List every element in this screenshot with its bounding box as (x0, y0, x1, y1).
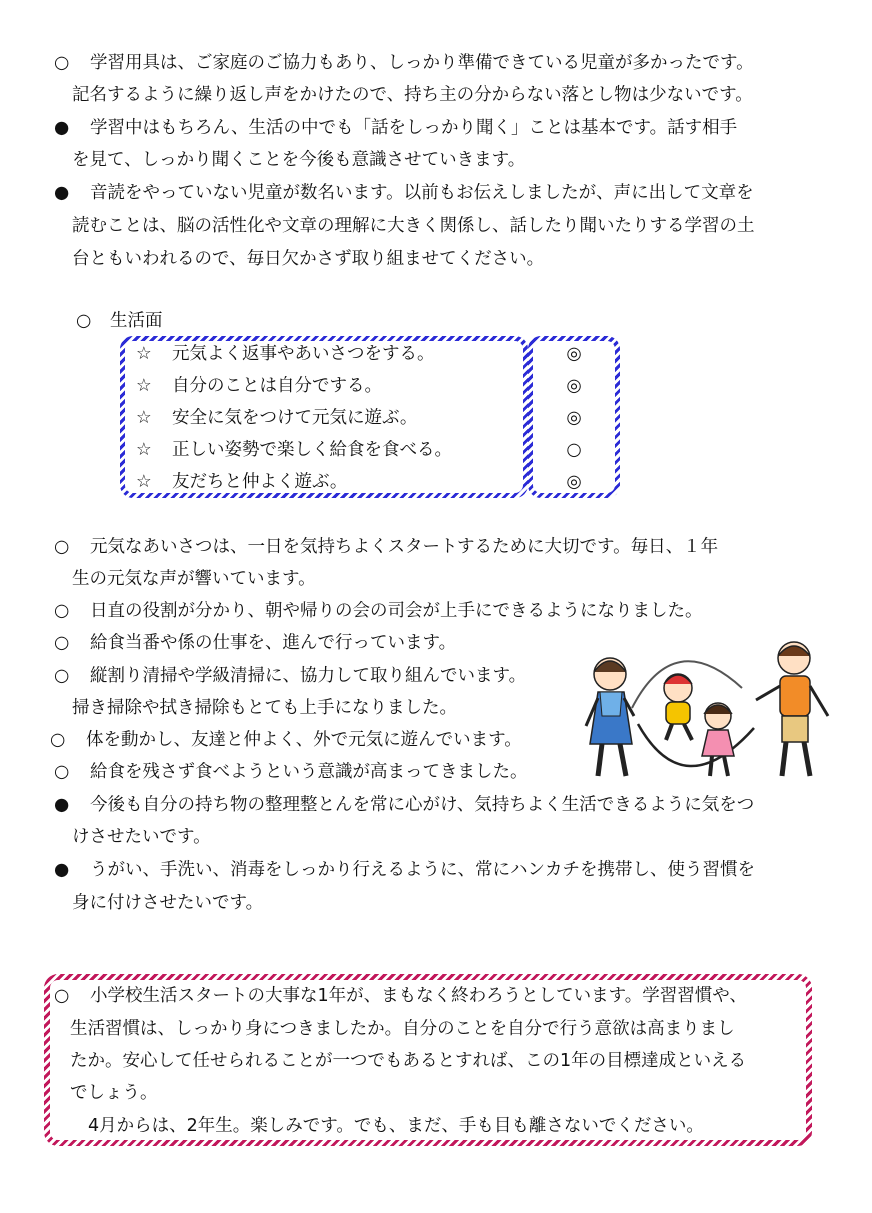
learning-item-1-cont: 記名するように繰り返し声をかけたので、持ち主の分からない落とし物は少ないです。 (72, 85, 753, 105)
life-item-3: ○ 給食当番や係の仕事を、進んで行っています。 (54, 633, 457, 653)
learning-item-2-cont: を見て、しっかり聞くことを今後も意識させていきます。 (72, 150, 526, 170)
goal-rating: ◎ (566, 376, 582, 396)
summary-line-2: 生活習慣は、しっかり身につきましたか。自分のことを自分で行う意欲は高まりまし (70, 1019, 735, 1039)
life-item-7-cont: けさせたいです。 (72, 827, 211, 847)
goal-row: ☆ 自分のことは自分でする。 ◎ (136, 375, 616, 397)
circle-marker: ○ (54, 633, 70, 653)
learning-item-3-cont2: 台ともいわれるので、毎日欠かさず取り組ませてください。 (72, 249, 545, 269)
goal-row: ☆ 友だちと仲よく遊ぶ。 ◎ (136, 471, 616, 493)
summary-line-4: でしょう。 (70, 1083, 158, 1103)
life-item-2: ○ 日直の役割が分かり、朝や帰りの会の司会が上手にできるようになりました。 (54, 601, 703, 621)
goal-rating: ◎ (566, 408, 582, 428)
learning-item-3: ● 音読をやっていない児童が数名います。以前もお伝えしましたが、声に出して文章を (54, 183, 754, 203)
life-item-6: ○ 給食を残さず食べようという意識が高まってきました。 (54, 762, 528, 782)
star-icon: ☆ (136, 440, 152, 460)
star-icon: ☆ (136, 376, 152, 396)
bullet-marker: ● (54, 118, 70, 138)
star-icon: ☆ (136, 344, 152, 364)
circle-marker: ○ (50, 730, 66, 750)
circle-marker: ○ (54, 537, 70, 557)
learning-item-3-cont: 読むことは、脳の活性化や文章の理解に大きく関係し、話したり聞いたりする学習の土 (72, 216, 755, 236)
summary-line-5: 4月からは、2年生。楽しみです。でも、まだ、手も目も離さないでください。 (88, 1116, 704, 1136)
goal-row: ☆ 元気よく返事やあいさつをする。 ◎ (136, 343, 616, 365)
star-icon: ☆ (136, 472, 152, 492)
circle-marker: ○ (54, 666, 70, 686)
learning-item-1: ○ 学習用具は、ご家庭のご協力もあり、しっかり準備できている児童が多かったです。 (54, 53, 754, 73)
summary-line-3: たか。安心して任せられることが一つでもあるとすれば、この1年の目標達成といえる (70, 1051, 747, 1071)
life-item-4-cont: 掃き掃除や拭き掃除もとても上手になりました。 (72, 698, 457, 718)
life-item-7: ● 今後も自分の持ち物の整理整とんを常に心がけ、気持ちよく生活できるように気をつ (54, 795, 755, 815)
life-item-8: ● うがい、手洗い、消毒をしっかり行えるように、常にハンカチを携帯し、使う習慣を (54, 860, 755, 880)
learning-item-2: ● 学習中はもちろん、生活の中でも「話をしっかり聞く」ことは基本です。話す相手 (54, 118, 738, 138)
summary-line-1: ○ 小学校生活スタートの大事な1年が、まもなく終わろうとしています。学習習慣や、 (54, 986, 747, 1006)
life-item-5: ○ 体を動かし、友達と仲よく、外で元気に遊んでいます。 (50, 730, 522, 750)
life-item-4: ○ 縦割り清掃や学級清掃に、協力して取り組んでいます。 (54, 666, 527, 686)
circle-marker: ○ (54, 762, 70, 782)
life-item-8-cont: 身に付けさせたいです。 (72, 893, 264, 913)
life-item-1: ○ 元気なあいさつは、一日を気持ちよくスタートするために大切です。毎日、１年 (54, 537, 719, 557)
life-item-1-cont: 生の元気な声が響いています。 (72, 569, 316, 589)
bullet-marker: ● (54, 860, 70, 880)
goal-rating: ○ (566, 440, 582, 460)
life-heading: ○ 生活面 (76, 311, 163, 331)
goal-rating: ◎ (566, 472, 582, 492)
star-icon: ☆ (136, 408, 152, 428)
circle-marker: ○ (54, 601, 70, 621)
children-jump-rope-illustration (574, 636, 842, 786)
bullet-marker: ● (54, 795, 70, 815)
circle-marker: ○ (54, 986, 70, 1006)
circle-marker: ○ (76, 311, 92, 331)
circle-marker: ○ (54, 53, 70, 73)
goal-row: ☆ 安全に気をつけて元気に遊ぶ。 ◎ (136, 407, 616, 429)
bullet-marker: ● (54, 183, 70, 203)
goal-row: ☆ 正しい姿勢で楽しく給食を食べる。 ○ (136, 439, 616, 461)
goal-rating: ◎ (566, 344, 582, 364)
